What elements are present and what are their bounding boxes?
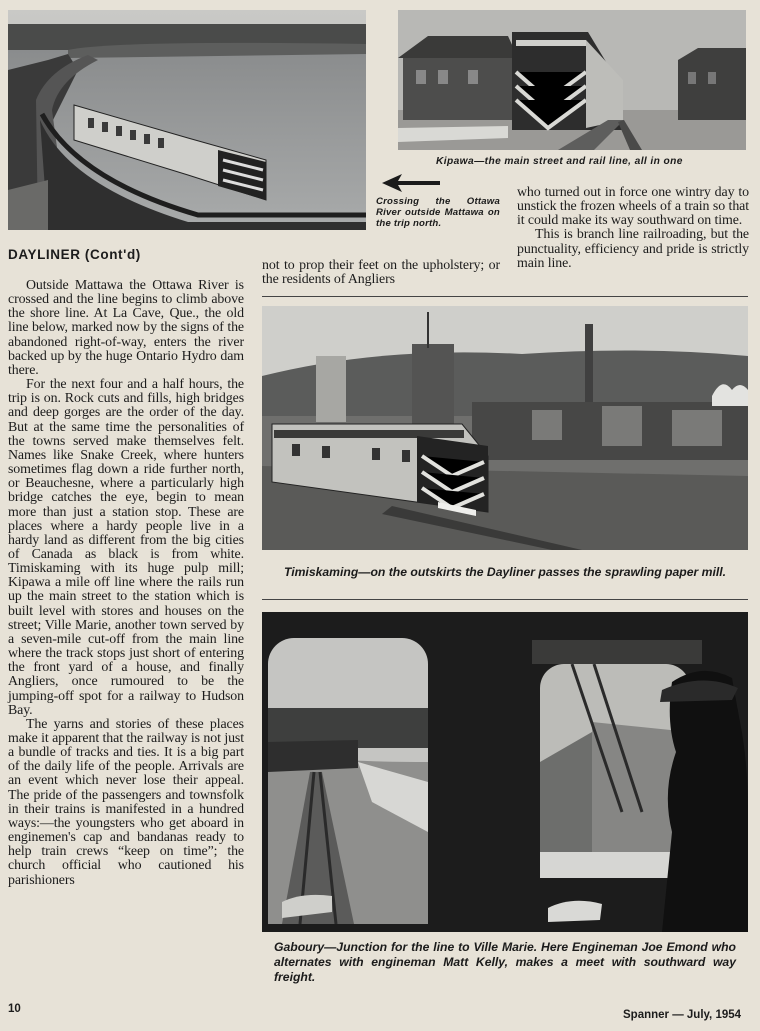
left-column-text [8, 279, 244, 888]
caption-kipawa: Kipawa—the main street and rail line, all in one [436, 156, 683, 167]
page-number: 10 [8, 1003, 21, 1015]
left-paragraph-2: For the next four and a half hours, the trip is on. Rock cuts and fills, high bridges and deep gorges are the order of the day. But at the same time the personalities of the towns served make themselves felt. Names like Snake Creek, where hunters sometimes flag down a ride further north, or Beauchesne, where a particularly high bridge catches the eye, begin to mean more than just a station stop. These are places where a hardy people live in a hardy land as different from the big cities of Canada as black is from white. Timiskaming with its huge pulp mill; Kipawa a mile off line where the rails run up the main street to the station which is built level with stores and houses on the street; Ville Marie, another town served by a seven-mile cut-off from the main line where the track stops just short of entering the front yard of a house, and finally Angliers, once rumoured to be the jumping-off spot for a railway to Hudson Bay. [8, 377, 244, 718]
photo-ottawa-river-bridge [8, 10, 366, 230]
publication-footer: Spanner — July, 1954 [623, 1009, 742, 1021]
article-heading: DAYLINER (Cont'd) [8, 247, 141, 262]
right-column-text [517, 186, 749, 271]
divider-top [262, 296, 748, 297]
right-paragraph-2: This is branch line railroading, but the punctuality, efficiency and pride is strictly main line. [517, 227, 749, 271]
right-paragraph-1: who turned out in force one wintry day to unstick the frozen wheels of a train so that it could make its way southward on time. [517, 185, 749, 229]
photo-kipawa-main-street [398, 10, 746, 150]
caption-ottawa-river: Crossing the Ottawa River outside Mattawa on the trip north. [376, 196, 500, 229]
photo-timiskaming-paper-mill [262, 306, 748, 550]
left-arrow-icon [380, 172, 442, 194]
left-paragraph-3: The yarns and stories of these places make it apparent that the railway is not just a bundle of tracks and ties. It is a big part of the daily life of the people. Arrivals are an event which never lose their appeal. The pride of the passengers and townsfolk in their trains is manifested in a hundred ways:—the youngsters who get aboard in enginemen's cap and bandanas ready to help train crews “keep on time”; the church official who cautioned his parishioners [8, 716, 244, 888]
middle-column-text: not to prop their feet on the upholstery; or the residents of Angliers [262, 258, 500, 288]
photo-gaboury-cab-view [262, 612, 748, 932]
divider-middle [262, 599, 748, 600]
left-paragraph-1: Outside Mattawa the Ottawa River is crossed and the line begins to climb above the shore line. At La Cave, Que., the old line below, marked now by the signs of the abandoned right-of-way, enters the river backed up by the huge Ontario Hydro dam there. [8, 278, 244, 378]
caption-timiskaming: Timiskaming—on the outskirts the Dayliner passes the sprawling paper mill. [283, 565, 727, 579]
caption-gaboury: Gaboury—Junction for the line to Ville Marie. Here Engineman Joe Emond who alternates with engineman Matt Kelly, makes a meet with southward way freight. [274, 940, 736, 984]
